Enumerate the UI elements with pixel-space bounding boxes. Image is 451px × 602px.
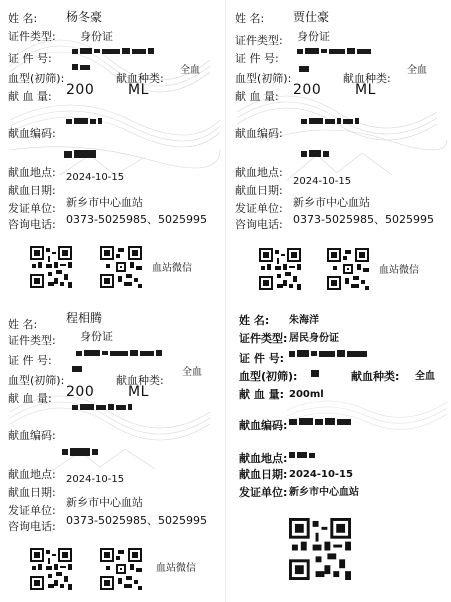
phone-value: 0373-5025985、5025995 <box>66 213 207 226</box>
label-place: 献血地点: <box>239 452 288 465</box>
label-volume: 献 血 量: <box>8 392 52 405</box>
donation-kind-value: 全血 <box>180 65 200 76</box>
label-donation-kind: 献血种类: <box>343 72 391 85</box>
label-donation-code: 献血编码: <box>235 127 283 140</box>
redacted-donation-code <box>66 118 102 124</box>
redacted-donation-code <box>289 418 351 425</box>
date-value: 2024-10-15 <box>293 176 352 187</box>
label-issuer: 发证单位: <box>235 202 283 215</box>
donation-kind-value: 全血 <box>407 65 427 76</box>
redacted-donation-code <box>301 118 359 124</box>
id-type-value: 身份证 <box>297 30 330 43</box>
volume-value: 200ml <box>289 389 324 400</box>
label-donation-code: 献血编码: <box>8 127 56 140</box>
label-date: 献血日期: <box>239 468 288 481</box>
redacted-blood-type <box>72 366 82 372</box>
date-value: 2024-10-15 <box>66 172 125 183</box>
qr-code-icon <box>259 248 301 290</box>
label-blood-type: 血型(初筛): <box>235 72 292 85</box>
label-issuer: 发证单位: <box>8 202 56 215</box>
label-phone: 咨询电话: <box>8 218 56 231</box>
id-type-value: 身份证 <box>80 330 113 343</box>
donor-name: 程相腾 <box>66 311 103 325</box>
id-type-value: 居民身份证 <box>289 333 339 344</box>
label-name: 姓 名: <box>8 12 38 25</box>
label-date: 献血日期: <box>235 184 283 197</box>
date-value: 2024-10-15 <box>66 474 125 485</box>
label-volume: 献 血 量: <box>235 90 279 103</box>
label-place: 献血地点: <box>8 166 56 179</box>
redacted-blood-type <box>299 66 309 72</box>
label-id-type: 证件类型: <box>235 34 283 47</box>
qr-code-icon <box>30 246 72 288</box>
label-date: 献血日期: <box>8 486 56 499</box>
issuer-value: 新乡市中心血站 <box>289 487 359 498</box>
label-donation-code: 献血编码: <box>8 429 56 442</box>
label-place: 献血地点: <box>235 166 283 179</box>
issuer-value: 新乡市中心血站 <box>66 496 143 509</box>
wechat-label: 血站微信 <box>152 263 192 274</box>
label-place: 献血地点: <box>8 468 56 481</box>
label-id-number: 证 件 号: <box>239 352 285 365</box>
donor-name: 贾仕豪 <box>293 10 330 24</box>
donation-kind-value: 全血 <box>182 367 202 378</box>
qr-code-icon <box>289 518 351 580</box>
label-id-number: 证 件 号: <box>8 52 52 65</box>
label-blood-type: 血型(初筛): <box>239 370 298 383</box>
redacted-id-number <box>76 350 162 356</box>
donation-kind-value: 全血 <box>415 371 435 382</box>
date-value: 2024-10-15 <box>289 469 353 480</box>
label-id-type: 证件类型: <box>239 332 288 345</box>
redacted-id-number <box>297 48 371 54</box>
label-name: 姓 名: <box>235 12 265 25</box>
label-blood-type: 血型(初筛): <box>8 374 65 387</box>
volume-unit: ML <box>355 82 376 98</box>
label-donation-kind: 献血种类: <box>116 374 164 387</box>
donation-card-1 <box>0 0 224 300</box>
label-name: 姓 名: <box>239 314 270 327</box>
donation-card-2 <box>227 0 451 300</box>
redacted-donation-place <box>289 452 315 458</box>
label-issuer: 发证单位: <box>8 504 56 517</box>
label-phone: 咨询电话: <box>8 520 56 533</box>
card-divider <box>225 0 226 602</box>
qr-code-icon <box>30 548 72 590</box>
donation-card-4 <box>227 302 451 602</box>
label-blood-type: 血型(初筛): <box>8 72 65 85</box>
redacted-donation-place <box>62 448 98 456</box>
label-id-number: 证 件 号: <box>235 52 279 65</box>
redacted-blood-type <box>72 64 90 70</box>
wechat-label: 血站微信 <box>379 265 419 276</box>
label-id-type: 证件类型: <box>8 30 56 43</box>
redacted-blood-type <box>311 370 319 377</box>
redacted-donation-place <box>301 150 329 157</box>
volume-unit: ML <box>128 82 149 98</box>
volume-value: 200 <box>66 384 95 400</box>
issuer-value: 新乡市中心血站 <box>66 196 143 209</box>
redacted-donation-place <box>64 150 96 158</box>
redacted-id-number <box>289 350 367 357</box>
label-id-type: 证件类型: <box>8 334 56 347</box>
volume-unit: ML <box>128 384 149 400</box>
wechat-qr-code-icon <box>100 246 142 288</box>
label-phone: 咨询电话: <box>235 218 283 231</box>
wechat-qr-code-icon <box>100 548 142 590</box>
volume-value: 200 <box>66 82 95 98</box>
label-donation-kind: 献血种类: <box>351 370 400 383</box>
label-volume: 献 血 量: <box>8 90 52 103</box>
label-volume: 献 血 量: <box>239 388 285 401</box>
phone-value: 0373-5025985、5025995 <box>66 514 207 527</box>
label-issuer: 发证单位: <box>239 486 288 499</box>
label-date: 献血日期: <box>8 184 56 197</box>
label-donation-code: 献血编码: <box>239 419 288 432</box>
redacted-id-number <box>72 48 154 54</box>
donor-name: 朱海洋 <box>289 315 319 326</box>
donor-name: 杨冬豪 <box>66 10 103 24</box>
issuer-value: 新乡市中心血站 <box>293 196 370 209</box>
volume-value: 200 <box>293 82 322 98</box>
id-type-value: 身份证 <box>80 30 113 43</box>
wechat-label: 血站微信 <box>156 563 196 574</box>
wechat-qr-code-icon <box>327 248 369 290</box>
phone-value: 0373-5025985、5025995 <box>293 213 434 226</box>
label-name: 姓 名: <box>8 318 38 331</box>
redacted-donation-code <box>72 404 132 410</box>
donation-card-3 <box>0 302 224 602</box>
label-donation-kind: 献血种类: <box>116 72 164 85</box>
label-id-number: 证 件 号: <box>8 354 52 367</box>
